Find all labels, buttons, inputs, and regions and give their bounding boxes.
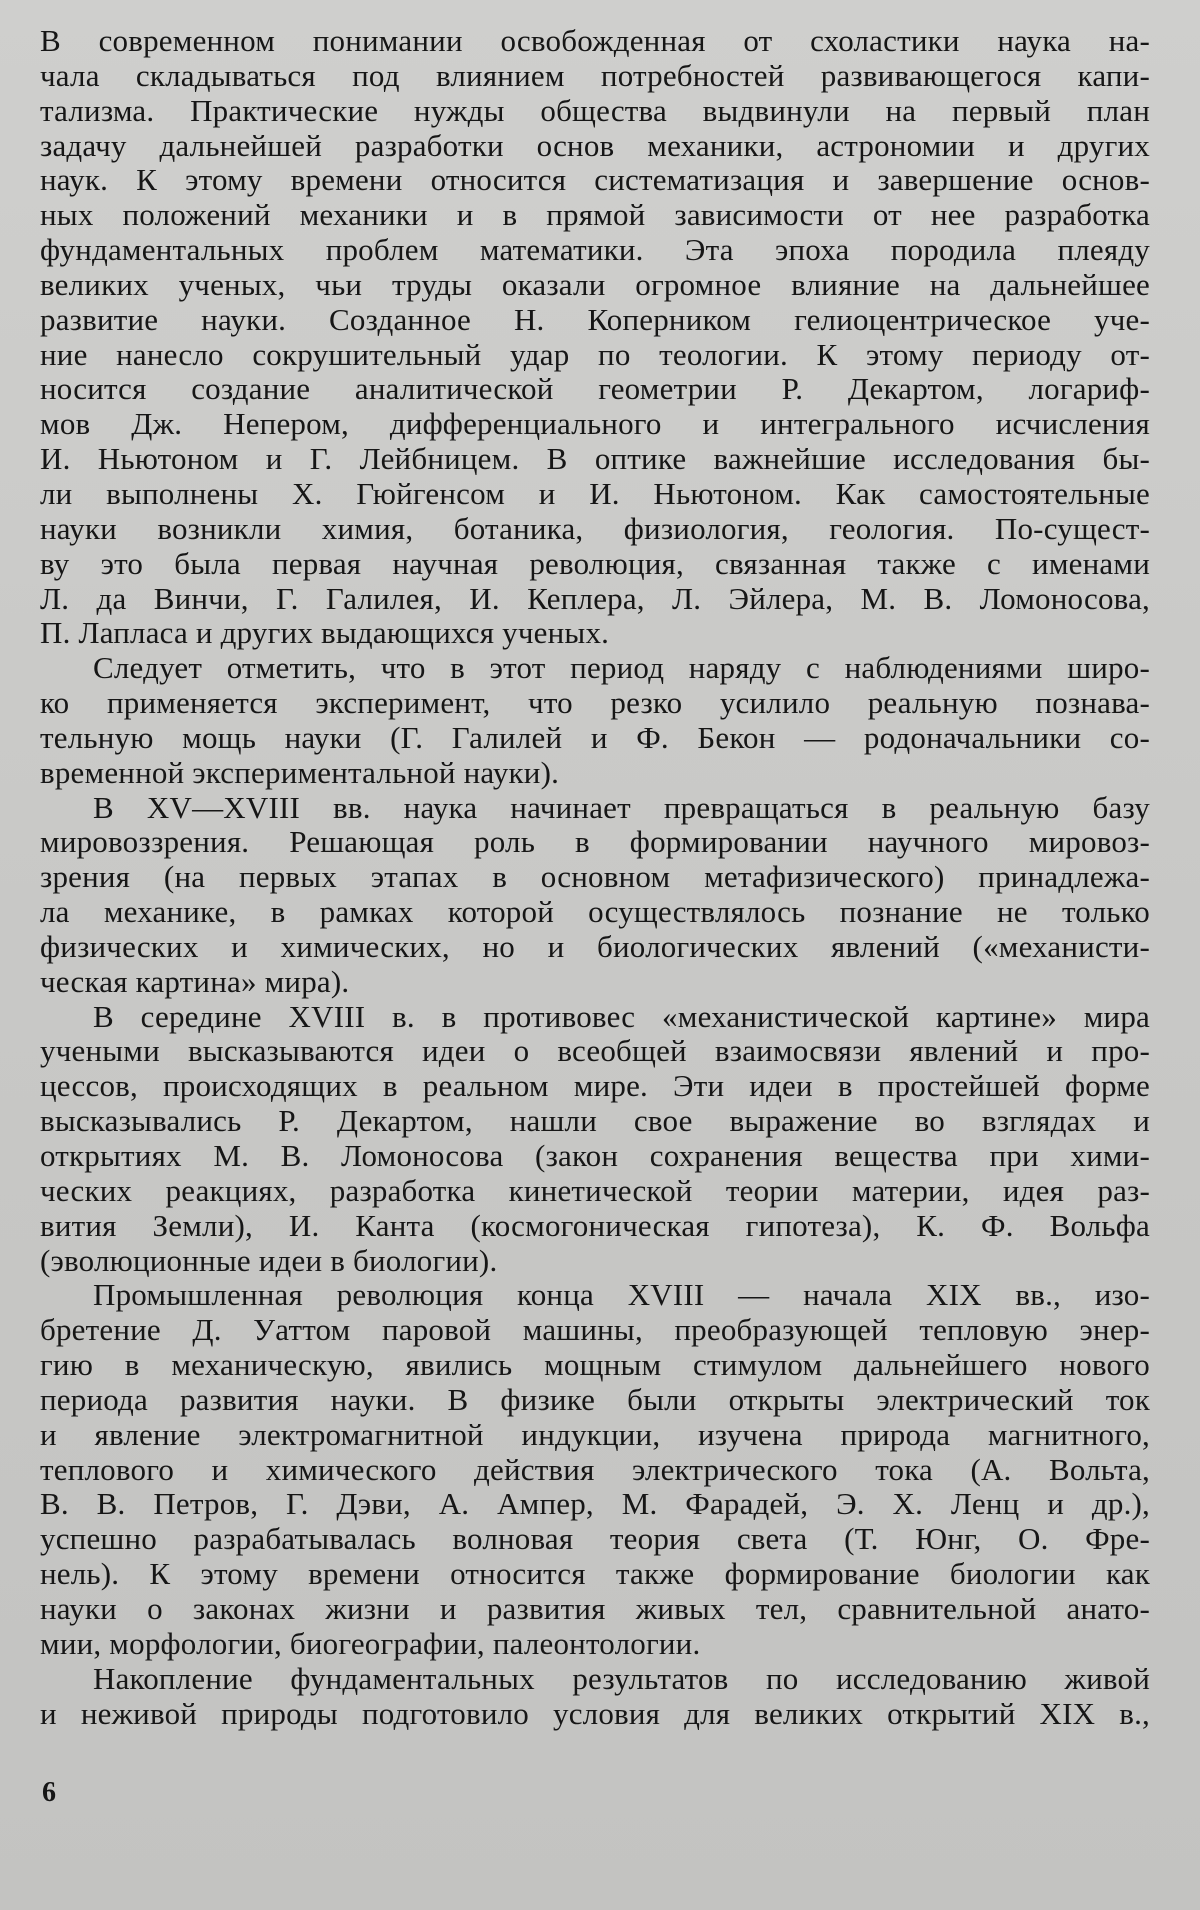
- paragraph: [40, 1278, 1150, 1661]
- text-line: великих ученых, чьи труды оказали огромное влияние на дальнейшее: [40, 267, 1150, 302]
- text-line: учеными высказываются идеи о всеобщей взаимосвязи явлений и про-: [40, 1034, 1150, 1069]
- text-line: периода развития науки. В физике были открыты электрический ток: [40, 1382, 1150, 1417]
- text-line: ческая картина» мира).: [40, 964, 350, 999]
- text-line: ла механике, в рамках которой осуществлялось познание не только: [40, 895, 1150, 930]
- text-line: Следует отметить, что в этот период наряду с наблюдениями широ-: [93, 651, 1150, 686]
- text-line: В XV—XVIII вв. наука начинает превращаться в реальную базу: [93, 790, 1150, 825]
- text-line: фундаментальных проблем математики. Эта эпоха породила плеяду: [40, 233, 1150, 268]
- body-text: [40, 24, 1150, 1731]
- text-line: и неживой природы подготовило условия для великих открытий XIX в.,: [40, 1696, 1150, 1731]
- paragraph: [40, 651, 1150, 790]
- text-line: открытиях М. В. Ломоносова (закон сохранения вещества при хими-: [40, 1139, 1150, 1173]
- text-line: временной экспериментальной науки).: [40, 755, 560, 790]
- text-line: Л. да Винчи, Г. Галилея, И. Кеплера, Л. Эйлера, М. В. Ломоносова,: [40, 581, 1150, 616]
- text-line: И. Ньютоном и Г. Лейбницем. В оптике важнейшие исследования бы-: [40, 442, 1150, 477]
- text-line: ли выполнены X. Гюйгенсом и И. Ньютоном. Как самостоятельные: [40, 476, 1150, 511]
- text-line: зрения (на первых этапах в основном метафизического) принадлежа-: [40, 860, 1150, 895]
- text-line: ву это была первая научная революция, связанная также с именами: [40, 546, 1150, 581]
- text-line: (эволюционные идеи в биологии).: [40, 1243, 498, 1278]
- text-line: вития Земли), И. Канта (космогоническая гипотеза), К. Ф. Вольфа: [40, 1208, 1150, 1243]
- text-line: мии, морфологии, биогеографии, палеонтологии.: [40, 1626, 701, 1661]
- text-line: науки о законах жизни и развития живых тел, сравнительной анато-: [40, 1591, 1150, 1626]
- text-line: мов Дж. Непером, дифференциального и интегрального исчисления: [40, 407, 1150, 442]
- text-line: науки возникли химия, ботаника, физиология, геология. По-сущест-: [40, 511, 1150, 546]
- text-line: развитие науки. Созданное Н. Коперником гелиоцентрическое уче-: [40, 302, 1150, 337]
- text-line: высказывались Р. Декартом, нашли свое выражение во взглядах и: [40, 1104, 1150, 1139]
- text-line: нель). К этому времени относится также формирование биологии как: [40, 1557, 1150, 1592]
- text-line: Накопление фундаментальных результатов по исследованию живой: [93, 1661, 1150, 1696]
- text-line: П. Лапласа и других выдающихся ученых.: [40, 616, 610, 651]
- paragraph: [40, 791, 1150, 1000]
- text-line: ко применяется эксперимент, что резко усилило реальную познава-: [40, 686, 1150, 721]
- page-number: 6: [42, 1777, 56, 1808]
- text-line: В середине XVIII в. в противовес «механистической картине» мира: [93, 999, 1150, 1034]
- text-line: мировоззрения. Решающая роль в формировании научного мировоз-: [40, 825, 1150, 860]
- text-line: гию в механическую, явились мощным стимулом дальнейшего нового: [40, 1348, 1150, 1383]
- text-line: теплового и химического действия электрического тока (А. Вольта,: [40, 1452, 1150, 1487]
- text-line: ных положений механики и в прямой зависимости от нее разработка: [40, 198, 1150, 233]
- text-line: задачу дальнейшей разработки основ механики, астрономии и других: [40, 128, 1150, 163]
- text-line: тельную мощь науки (Г. Галилей и Ф. Бекон — родоначальники со-: [40, 720, 1150, 755]
- text-line: успешно разрабатывалась волновая теория света (Т. Юнг, О. Фре-: [40, 1522, 1150, 1557]
- text-line: бретение Д. Уаттом паровой машины, преобразующей тепловую энер-: [40, 1313, 1150, 1348]
- text-line: тализма. Практические нужды общества выдвинули на первый план: [40, 93, 1150, 128]
- text-line: В современном понимании освобожденная от схоластики наука на-: [40, 24, 1150, 58]
- paragraph: [40, 24, 1150, 651]
- text-line: наук. К этому времени относится систематизация и завершение основ-: [40, 163, 1150, 198]
- text-line: носится создание аналитической геометрии Р. Декартом, логариф-: [40, 372, 1150, 407]
- text-line: Промышленная революция конца XVIII — начала XIX вв., изо-: [93, 1278, 1150, 1313]
- text-line: ние нанесло сокрушительный удар по теологии. К этому периоду от-: [40, 337, 1150, 372]
- text-line: В. В. Петров, Г. Дэви, А. Ампер, М. Фарадей, Э. Х. Ленц и др.),: [40, 1487, 1150, 1522]
- text-line: и явление электромагнитной индукции, изучена природа магнитного,: [40, 1417, 1150, 1452]
- text-line: ческих реакциях, разработка кинетической теории материи, идея раз-: [40, 1173, 1150, 1208]
- paragraph: [40, 1000, 1150, 1279]
- text-line: цессов, происходящих в реальном мире. Эти идеи в простейшей форме: [40, 1069, 1150, 1104]
- text-line: чала складываться под влиянием потребностей развивающегося капи-: [40, 58, 1150, 93]
- paragraph: [40, 1662, 1150, 1732]
- text-line: физических и химических, но и биологических явлений («механисти-: [40, 929, 1150, 964]
